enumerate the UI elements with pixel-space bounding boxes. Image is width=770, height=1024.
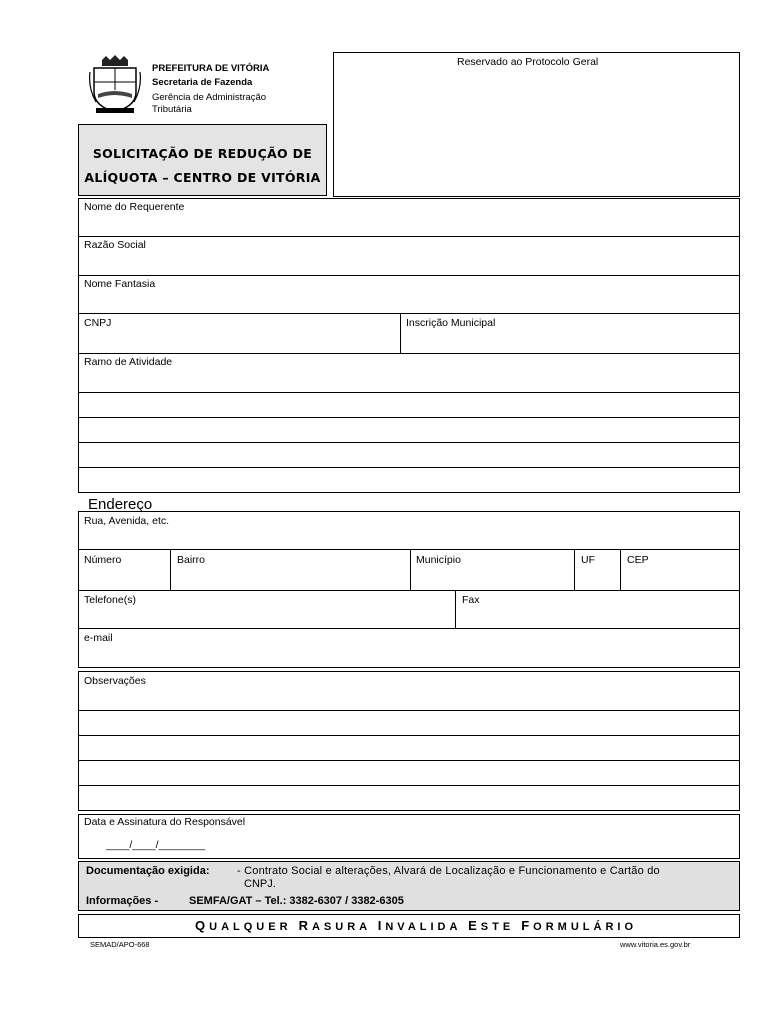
phone-field[interactable]: Telefone(s) bbox=[84, 594, 136, 606]
street-field[interactable]: Rua, Avenida, etc. bbox=[84, 515, 170, 527]
address-section-title: Endereço bbox=[88, 496, 153, 513]
zip-field[interactable]: CEP bbox=[627, 554, 649, 566]
form-title-line1: SOLICITAÇÃO DE REDUÇÃO DE bbox=[92, 146, 313, 161]
signature-field[interactable]: Data e Assinatura do Responsável bbox=[84, 816, 246, 828]
documentation-required-label: Documentação exigida: bbox=[86, 865, 210, 877]
division-name-line1: Gerência de Administração bbox=[152, 92, 267, 103]
form-title-line2: ALÍQUOTA – CENTRO DE VITÓRIA bbox=[84, 170, 321, 185]
date-field[interactable]: ____/____/________ bbox=[106, 839, 206, 851]
cnpj-field[interactable]: CNPJ bbox=[84, 317, 112, 329]
protocol-reserved-box bbox=[333, 52, 740, 197]
activity-field[interactable]: Ramo de Atividade bbox=[84, 356, 173, 368]
requester-section bbox=[78, 198, 740, 493]
form-title-box bbox=[78, 124, 327, 196]
info-text: SEMFA/GAT – Tel.: 3382-6307 / 3382-6305 bbox=[189, 895, 404, 907]
email-field[interactable]: e-mail bbox=[84, 632, 113, 644]
notes-field[interactable]: Observações bbox=[84, 675, 146, 687]
protocol-label: Reservado ao Protocolo Geral bbox=[457, 56, 599, 68]
coat-of-arms-logo bbox=[88, 54, 142, 116]
requester-name-field[interactable]: Nome do Requerente bbox=[84, 201, 185, 213]
number-field[interactable]: Número bbox=[84, 554, 122, 566]
division-name-line2: Tributária bbox=[152, 104, 192, 115]
fax-field[interactable]: Fax bbox=[462, 594, 480, 606]
documentation-required-text-line1: - Contrato Social e alterações, Alvará de Localização e Funcionamento e Cartão do bbox=[237, 865, 660, 877]
department-name: Secretaria de Fazenda bbox=[152, 77, 253, 88]
corporate-name-field[interactable]: Razão Social bbox=[84, 239, 146, 251]
invalidation-warning: QUALQUER RASURA INVALIDA ESTE FORMULÁRIO bbox=[195, 918, 637, 933]
district-field[interactable]: Bairro bbox=[177, 554, 206, 566]
notes-section bbox=[78, 671, 740, 811]
trade-name-field[interactable]: Nome Fantasia bbox=[84, 278, 156, 290]
form-code: SEMAD/APO-668 bbox=[90, 940, 150, 949]
documentation-required-text-line2: CNPJ. bbox=[244, 878, 276, 890]
org-name: PREFEITURA DE VITÓRIA bbox=[152, 63, 270, 74]
city-field[interactable]: Município bbox=[416, 554, 461, 566]
municipal-registration-field[interactable]: Inscrição Municipal bbox=[406, 317, 496, 329]
info-label: Informações - bbox=[86, 895, 159, 907]
state-field[interactable]: UF bbox=[581, 554, 595, 566]
website-url[interactable]: www.vitoria.es.gov.br bbox=[620, 940, 691, 949]
